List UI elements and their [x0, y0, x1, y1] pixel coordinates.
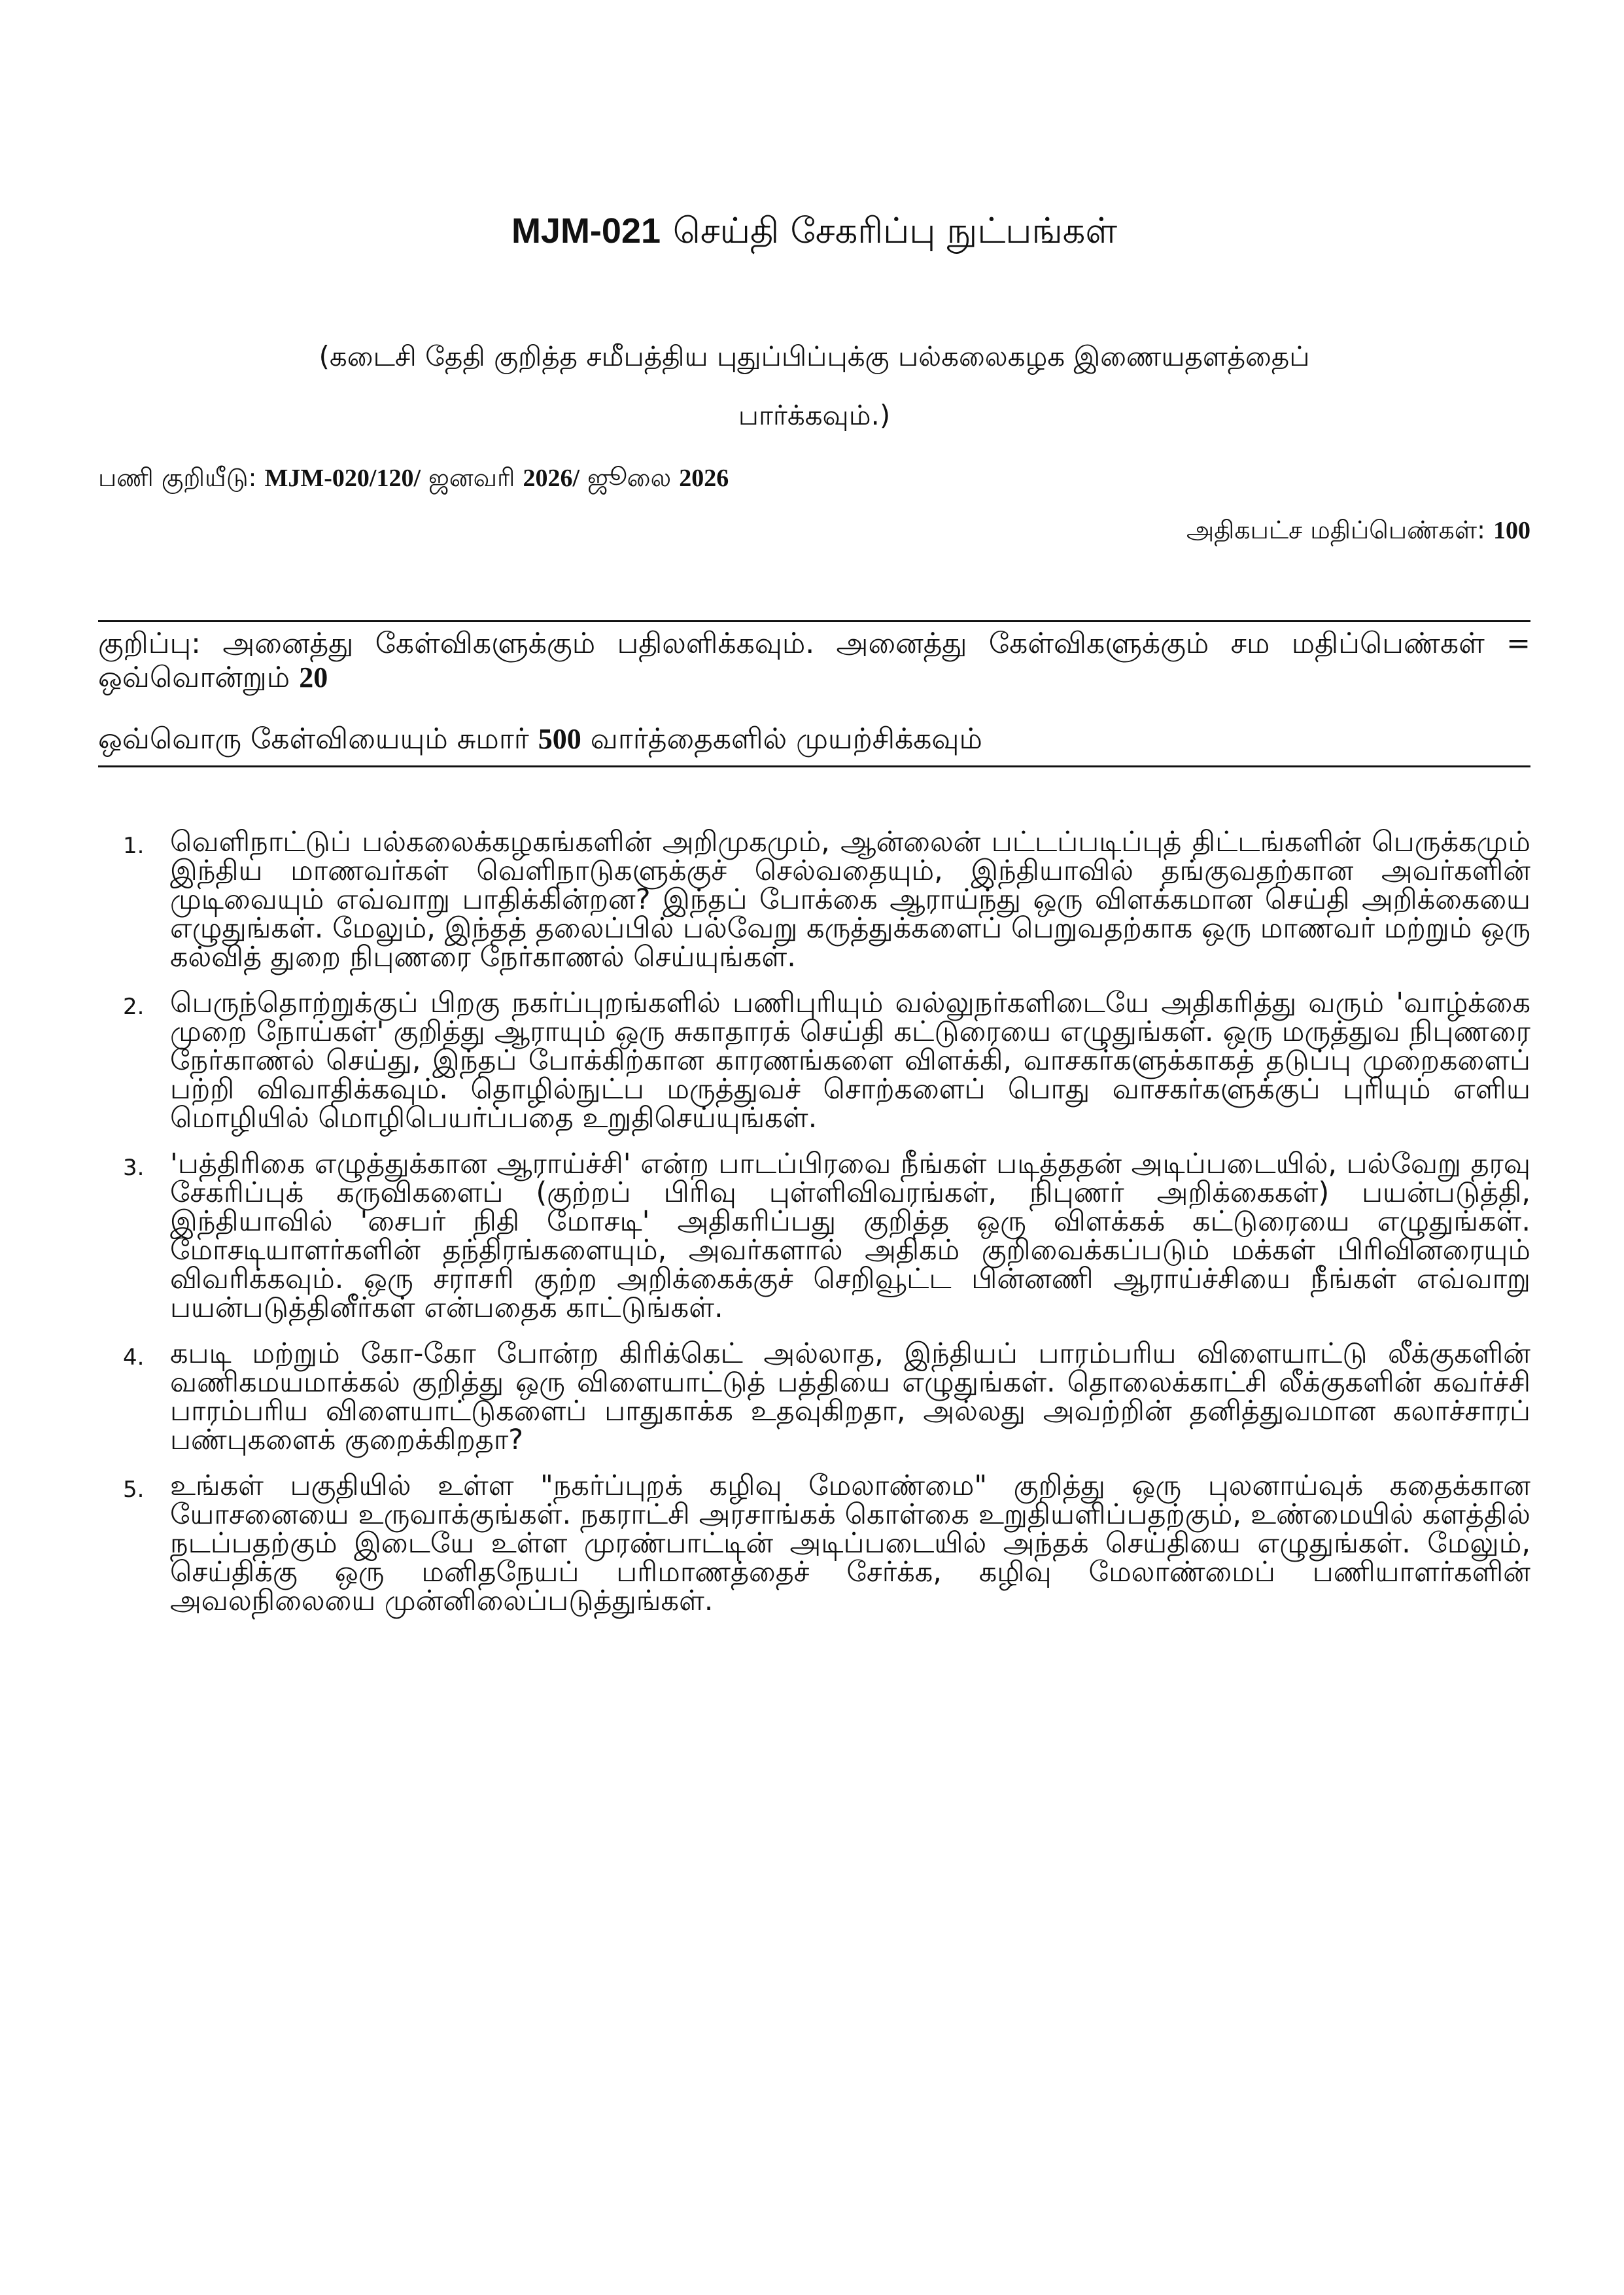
question-number: 3. — [123, 1155, 145, 1181]
max-marks-value: 100 — [1493, 517, 1530, 544]
question-item — [98, 989, 1530, 1132]
question-item — [98, 1149, 1530, 1322]
note-text: குறிப்பு: அனைத்து கேள்விகளுக்கும் பதிலளிக்கவும். அனைத்து கேள்விகளுக்கும் சம மதிப்பெண்கள் = ஒவ்வொன்றும் — [98, 627, 1530, 694]
subtitle-note: (கடைசி தேதி குறித்த சமீபத்திய புதுப்பிப்புக்கு பல்கலைகழக இணையதளத்தைப் பார்க்கவும்.) — [319, 340, 1310, 431]
divider-top — [98, 620, 1530, 622]
question-text: 'பத்திரிகை எழுத்துக்கான ஆராய்ச்சி' என்ற பாடப்பிரவை நீங்கள் படித்ததன் அடிப்படையில், பல்வேறு தரவு சேகரிப்புக் கருவிகளைப் (குற்றப் பிரிவு புள்ளிவிவரங்கள், நிபுணர் அறிக்கைகள்) பயன்படுத்தி, இந்தியாவில் 'சைபர் நிதி மோசடி' அதிகரிப்பது குறித்த ஒரு விளக்கக் கட்டுரையை எழுதுங்கள். மோசடியாளர்களின் தந்திரங்களையும், அவர்களால் அதிகம் குறிவைக்கப்படும் மக்கள் பிரிவினரையும் விவரிக்கவும். ஒரு சராசரி குற்ற அறிக்கைக்குச் செறிவூட்ட பின்னணி ஆராய்ச்சியை நீங்கள் எவ்வாறு பயன்படுத்தினீர்கள் என்பதைக் காட்டுங்கள். — [170, 1148, 1530, 1324]
question-item — [98, 1339, 1530, 1454]
assignment-code-line — [98, 458, 729, 498]
session-1-year: 2026/ — [523, 464, 580, 492]
question-list — [98, 828, 1530, 1632]
question-text: உங்கள் பகுதியில் உள்ள "நகர்ப்புறக் கழிவு மேலாண்மை" குறித்து ஒரு புலனாய்வுக் கதைக்கான யோசனையை உருவாக்குங்கள். நகராட்சி அரசாங்கக் கொள்கை உறுதியளிப்பதற்கும், உண்மையில் களத்தில் நடப்பதற்கும் இடையே உள்ள முரண்பாட்டின் அடிப்படையில் அந்தக் செய்தியை எழுதுங்கள். மேலும், செய்திக்கு ஒரு மனிதநேயப் பரிமாணத்தைச் சேர்க்க, கழிவு மேலாண்மைப் பணியாளர்களின் அவலநிலையை முன்னிலைப்படுத்துங்கள். — [170, 1469, 1530, 1617]
word-limit-prefix: ஒவ்வொரு கேள்வியையும் சுமார் — [98, 722, 529, 756]
max-marks-line — [1186, 510, 1530, 550]
question-number: 4. — [123, 1344, 145, 1371]
word-limit-note — [98, 720, 1530, 759]
assignment-page — [98, 0, 1530, 2295]
assignment-code-label: பணி குறியீடு: — [98, 463, 257, 492]
course-code: MJM-021 — [511, 211, 661, 251]
question-item — [98, 1471, 1530, 1615]
assignment-code: MJM-020/120/ — [264, 464, 421, 492]
session-1-month: ஜனவரி — [428, 463, 515, 492]
word-limit-suffix: வார்த்தைகளில் முயற்சிக்கவும் — [590, 722, 982, 756]
page-title — [98, 208, 1530, 254]
question-number: 5. — [123, 1477, 145, 1503]
marks-each: 20 — [299, 661, 328, 693]
question-text: பெருந்தொற்றுக்குப் பிறகு நகர்ப்புறங்களில் பணிபுரியும் வல்லுநர்களிடையே அதிகரித்து வரும் 'வாழ்க்கை முறை நோய்கள்' குறித்து ஆராயும் ஒரு சுகாதாரக் செய்தி கட்டுரையை எழுதுங்கள். ஒரு மருத்துவ நிபுணரை நேர்காணல் செய்து, இந்தப் போக்கிற்கான காரணங்களை விளக்கி, வாசகர்களுக்காகத் தடுப்பு முறைகளைப் பற்றி விவாதிக்கவும். தொழில்நுட்ப மருத்துவச் சொற்களைப் பொது வாசகர்களுக்குப் புரியும் எளிய மொழியில் மொழிபெயர்ப்பதை உறுதிசெய்யுங்கள். — [170, 987, 1530, 1134]
word-limit-value: 500 — [538, 723, 581, 755]
question-number: 2. — [123, 994, 145, 1020]
question-number: 1. — [123, 833, 145, 859]
question-item — [98, 828, 1530, 972]
question-text: வெளிநாட்டுப் பல்கலைக்கழகங்களின் அறிமுகமும், ஆன்லைன் பட்டப்படிப்புத் திட்டங்களின் பெருக்கமும் இந்திய மாணவர்கள் வெளிநாடுகளுக்குச் செல்வதையும், இந்தியாவில் தங்குவதற்கான அவர்களின் முடிவையும் எவ்வாறு பாதிக்கின்றன? இந்தப் போக்கை ஆராய்ந்து ஒரு விளக்கமான செய்தி அறிக்கையை எழுதுங்கள். மேலும், இந்தத் தலைப்பில் பல்வேறு கருத்துக்களைப் பெறுவதற்காக ஒரு மாணவர் மற்றும் ஒரு கல்வித் துறை நிபுணரை நேர்காணல் செய்யுங்கள். — [170, 826, 1530, 973]
max-marks-label: அதிகபட்ச மதிப்பெண்கள்: — [1186, 516, 1485, 544]
session-2-month: ஜூலை — [587, 463, 672, 492]
question-text: கபடி மற்றும் கோ-கோ போன்ற கிரிக்கெட் அல்லாத, இந்தியப் பாரம்பரிய விளையாட்டு லீக்குகளின் வணிகமயமாக்கல் குறித்து ஒரு விளையாட்டுத் பத்தியை எழுதுங்கள். தொலைக்காட்சி லீக்குகளின் கவர்ச்சி பாரம்பரிய விளையாட்டுகளைப் பாதுகாக்க உதவுகிறதா, அல்லது அவற்றின் தனித்துவமான கலாச்சாரப் பண்புகளைக் குறைக்கிறதா? — [170, 1337, 1530, 1456]
instructions-note — [98, 627, 1530, 695]
session-2-year: 2026 — [679, 464, 729, 492]
course-title: செய்தி சேகரிப்பு நுட்பங்கள் — [672, 210, 1118, 251]
divider-bottom — [98, 765, 1530, 767]
